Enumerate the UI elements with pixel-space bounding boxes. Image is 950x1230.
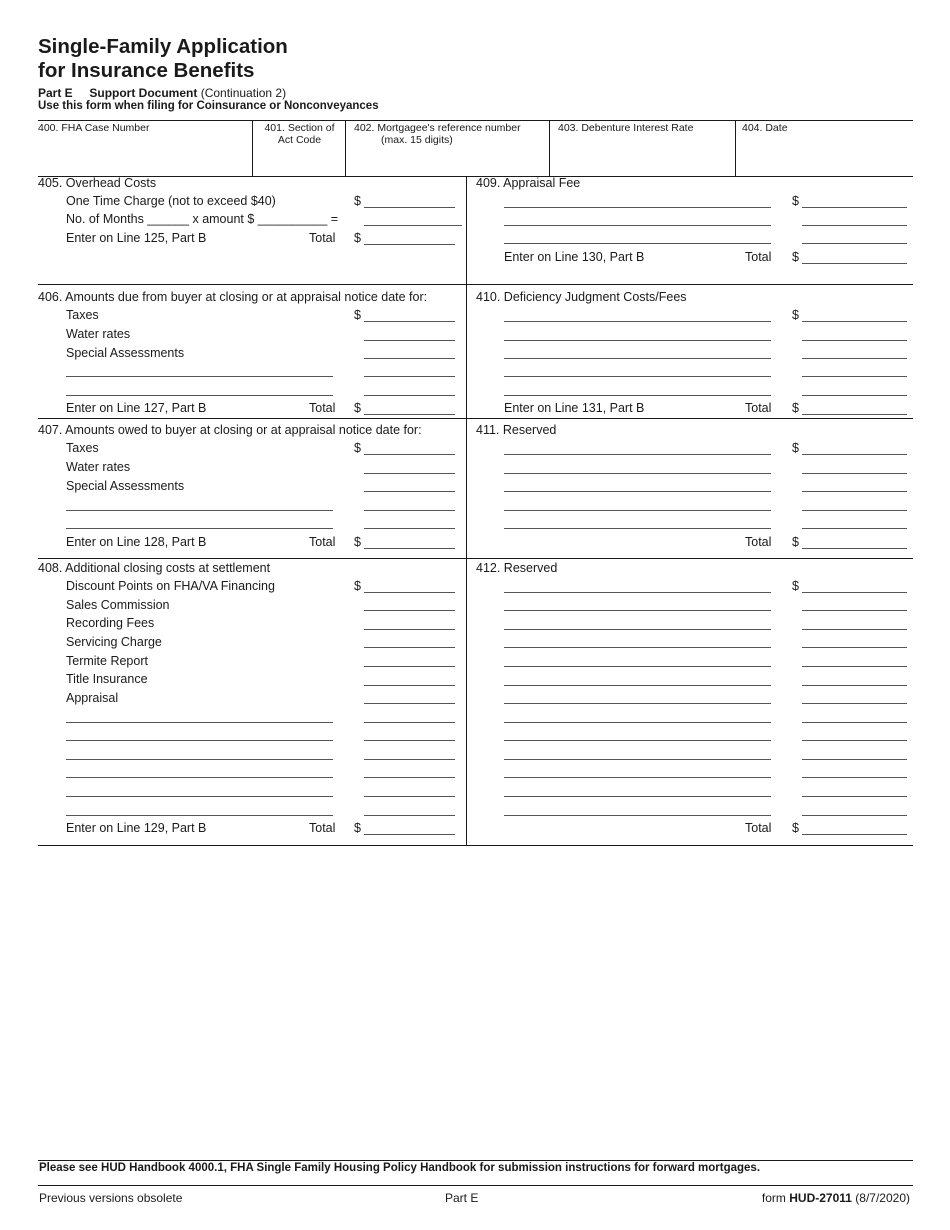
section-406-enter-label: Enter on Line 127, Part B — [66, 401, 207, 415]
amount-field[interactable] — [364, 722, 455, 723]
description-line[interactable] — [66, 777, 333, 778]
list-item: Water rates — [66, 327, 131, 341]
months-amount-field[interactable] — [364, 225, 462, 226]
list-item: Sales Commission — [66, 598, 170, 612]
dollar-sign: $ — [792, 308, 799, 322]
amount-field[interactable] — [364, 610, 455, 611]
description-line[interactable] — [66, 796, 333, 797]
description-line[interactable] — [504, 796, 771, 797]
section-412-total-field[interactable] — [802, 834, 907, 835]
description-line[interactable] — [504, 207, 771, 208]
amount-field[interactable] — [364, 395, 455, 396]
description-line[interactable] — [504, 759, 771, 760]
amount-field[interactable] — [802, 454, 907, 455]
fha-case-number-field[interactable] — [38, 122, 149, 134]
description-line[interactable] — [504, 225, 771, 226]
section-409-heading: 409. Appraisal Fee — [476, 176, 581, 190]
list-item: Appraisal — [66, 691, 119, 705]
description-line[interactable] — [66, 395, 333, 396]
description-line[interactable] — [66, 376, 333, 377]
dollar-sign: $ — [792, 579, 799, 593]
description-line[interactable] — [504, 491, 771, 492]
description-line[interactable] — [504, 815, 771, 816]
amount-field[interactable] — [802, 740, 907, 741]
section-407-enter-label: Enter on Line 128, Part B — [66, 535, 207, 549]
section-407-total-field[interactable] — [364, 548, 455, 549]
section-411-heading: 411. Reserved — [476, 423, 557, 437]
amount-field[interactable] — [364, 647, 455, 648]
description-line[interactable] — [504, 777, 771, 778]
amount-field[interactable] — [802, 358, 907, 359]
amount-field[interactable] — [802, 703, 907, 704]
form-title — [38, 35, 288, 83]
section-rule-2 — [38, 284, 913, 285]
dollar-sign: $ — [792, 535, 799, 549]
section-411-total-field[interactable] — [802, 548, 907, 549]
total-label: Total — [745, 821, 772, 835]
section-rule-4 — [38, 558, 913, 559]
mortgagee-reference-field[interactable] — [354, 122, 521, 146]
amount-field[interactable] — [802, 340, 907, 341]
section-408-enter-label: Enter on Line 129, Part B — [66, 821, 207, 835]
dollar-sign: $ — [792, 441, 799, 455]
description-line[interactable] — [66, 740, 333, 741]
section-rule-5 — [38, 845, 913, 846]
amount-field[interactable] — [802, 685, 907, 686]
description-line[interactable] — [66, 815, 333, 816]
description-line[interactable] — [504, 473, 771, 474]
amount-field[interactable] — [364, 592, 455, 593]
fha-case-number-label: 400. FHA Case Number — [38, 122, 150, 134]
amount-field[interactable] — [802, 510, 907, 511]
amount-field[interactable] — [364, 759, 455, 760]
amount-field[interactable] — [364, 491, 455, 492]
dollar-sign: $ — [354, 308, 361, 322]
description-line[interactable] — [504, 510, 771, 511]
use-note: Use this form when filing for Coinsurance or Nonconveyances — [38, 100, 379, 112]
description-line[interactable] — [504, 528, 771, 529]
dollar-sign: $ — [354, 535, 361, 549]
amount-field[interactable] — [364, 815, 455, 816]
amount-field[interactable] — [802, 722, 907, 723]
description-line[interactable] — [504, 610, 771, 611]
section-405-heading: 405. Overhead Costs — [38, 176, 157, 190]
amount-field[interactable] — [364, 777, 455, 778]
dollar-sign: $ — [354, 194, 361, 208]
mortgagee-reference-label-1: 402. Mortgagee's reference number — [354, 122, 521, 134]
continuation-label: (Continuation 2) — [200, 86, 287, 100]
description-line[interactable] — [504, 340, 771, 341]
amount-field[interactable] — [802, 610, 907, 611]
description-line[interactable] — [504, 592, 771, 593]
description-line[interactable] — [66, 722, 333, 723]
support-doc-label: Support Document — [89, 86, 198, 100]
dollar-sign: $ — [354, 401, 361, 415]
amount-field[interactable] — [364, 703, 455, 704]
description-line[interactable] — [504, 740, 771, 741]
amount-field[interactable] — [802, 647, 907, 648]
amount-field[interactable] — [364, 321, 455, 322]
part-subtitle — [38, 86, 286, 100]
list-item: Termite Report — [66, 654, 148, 668]
amount-field[interactable] — [802, 796, 907, 797]
description-line[interactable] — [504, 722, 771, 723]
one-time-charge-label: One Time Charge (not to exceed $40) — [66, 194, 276, 208]
list-item: Water rates — [66, 460, 131, 474]
total-label: Total — [309, 401, 336, 415]
section-rule-3 — [38, 418, 913, 419]
footer-rule-bottom — [38, 1185, 913, 1186]
amount-field[interactable] — [364, 528, 455, 529]
form-date: (8/7/2020) — [855, 1191, 910, 1205]
date-field[interactable] — [742, 122, 788, 134]
one-time-charge-field[interactable] — [364, 207, 455, 208]
section-409-total-field[interactable] — [802, 263, 907, 264]
amount-field[interactable] — [364, 666, 455, 667]
amount-field[interactable] — [364, 358, 455, 359]
amount-field[interactable] — [802, 777, 907, 778]
amount-field[interactable] — [364, 454, 455, 455]
description-line[interactable] — [504, 376, 771, 377]
dollar-sign: $ — [792, 821, 799, 835]
list-item: Recording Fees — [66, 616, 155, 630]
section-409-enter-label: Enter on Line 130, Part B — [504, 250, 645, 264]
list-item: Title Insurance — [66, 672, 148, 686]
amount-field[interactable] — [364, 376, 455, 377]
total-label: Total — [309, 231, 336, 245]
divider-402 — [345, 120, 346, 176]
form-id — [762, 1191, 910, 1205]
top-rule — [38, 120, 913, 121]
form-prefix: form — [761, 1191, 786, 1205]
section-act-code-label-1: 401. Section of — [264, 122, 335, 134]
description-line[interactable] — [504, 395, 771, 396]
description-line[interactable] — [504, 358, 771, 359]
section-406-heading: 406. Amounts due from buyer at closing or at appraisal notice date for: — [38, 290, 428, 304]
form-number: HUD-27011 — [789, 1191, 852, 1205]
amount-field[interactable] — [802, 243, 907, 244]
section-act-code-label-2: Act Code — [277, 134, 322, 146]
footer-rule-top — [38, 1160, 913, 1161]
amount-field[interactable] — [364, 340, 455, 341]
dollar-sign: $ — [354, 441, 361, 455]
list-item: Special Assessments — [66, 346, 185, 360]
section-407-heading: 407. Amounts owed to buyer at closing or at appraisal notice date for: — [38, 423, 422, 437]
section-406-total-field[interactable] — [364, 414, 455, 415]
description-line[interactable] — [66, 510, 333, 511]
amount-field[interactable] — [364, 510, 455, 511]
section-412-heading: 412. Reserved — [476, 561, 558, 575]
amount-field[interactable] — [802, 759, 907, 760]
dollar-sign: $ — [354, 579, 361, 593]
obsolete-note: Previous versions obsolete — [39, 1191, 183, 1205]
amount-field[interactable] — [802, 321, 907, 322]
part-label: Part E — [38, 86, 73, 100]
dollar-sign: $ — [792, 194, 799, 208]
amount-field[interactable] — [802, 207, 907, 208]
amount-field[interactable] — [802, 473, 907, 474]
description-line[interactable] — [66, 759, 333, 760]
handbook-note: Please see HUD Handbook 4000.1, FHA Single Family Housing Policy Handbook for submission instructions for forward mortgages. — [39, 1162, 761, 1174]
total-label: Total — [309, 535, 336, 549]
description-line[interactable] — [504, 647, 771, 648]
amount-field[interactable] — [802, 629, 907, 630]
description-line[interactable] — [504, 243, 771, 244]
description-line[interactable] — [504, 321, 771, 322]
amount-field[interactable] — [364, 629, 455, 630]
list-item: Discount Points on FHA/VA Financing — [66, 579, 275, 593]
section-410-heading: 410. Deficiency Judgment Costs/Fees — [476, 290, 687, 304]
amount-field[interactable] — [802, 395, 907, 396]
dollar-sign: $ — [792, 250, 799, 264]
description-line[interactable] — [504, 629, 771, 630]
amount-field[interactable] — [802, 815, 907, 816]
section-405-total-field[interactable] — [364, 244, 455, 245]
section-act-code-field[interactable] — [257, 122, 342, 146]
total-label: Total — [745, 401, 772, 415]
dollar-sign: $ — [792, 401, 799, 415]
list-item: Taxes — [66, 441, 99, 455]
section-405-enter-label: Enter on Line 125, Part B — [66, 231, 207, 245]
description-line[interactable] — [504, 454, 771, 455]
amount-field[interactable] — [802, 491, 907, 492]
dollar-sign: $ — [354, 231, 361, 245]
total-label: Total — [745, 250, 772, 264]
section-410-total-field[interactable] — [802, 414, 907, 415]
debenture-rate-label: 403. Debenture Interest Rate — [558, 122, 694, 134]
total-label: Total — [745, 535, 772, 549]
title-line-1: Single-Family Application — [38, 35, 288, 58]
description-line[interactable] — [66, 528, 333, 529]
mortgagee-reference-label-2: (max. 15 digits) — [381, 134, 453, 146]
title-line-2: for Insurance Benefits — [38, 59, 255, 82]
dollar-sign: $ — [354, 821, 361, 835]
description-line[interactable] — [504, 666, 771, 667]
amount-field[interactable] — [802, 376, 907, 377]
list-item: Special Assessments — [66, 479, 185, 493]
section-408-total-field[interactable] — [364, 834, 455, 835]
months-amount-label: No. of Months ______ x amount $ __________ = — [66, 212, 339, 226]
amount-field[interactable] — [364, 685, 455, 686]
list-item: Taxes — [66, 308, 99, 322]
date-label: 404. Date — [742, 122, 788, 134]
section-408-heading: 408. Additional closing costs at settlement — [38, 561, 271, 575]
amount-field[interactable] — [364, 740, 455, 741]
amount-field[interactable] — [364, 473, 455, 474]
amount-field[interactable] — [802, 528, 907, 529]
amount-field[interactable] — [364, 796, 455, 797]
divider-403 — [549, 120, 550, 176]
amount-field[interactable] — [802, 592, 907, 593]
debenture-rate-field[interactable] — [558, 122, 693, 134]
divider-401 — [252, 120, 253, 176]
section-410-enter-label: Enter on Line 131, Part B — [504, 401, 645, 415]
footer-part: Part E — [445, 1191, 479, 1205]
description-line[interactable] — [504, 703, 771, 704]
total-label: Total — [309, 821, 336, 835]
list-item: Servicing Charge — [66, 635, 162, 649]
divider-404 — [735, 120, 736, 176]
amount-field[interactable] — [802, 666, 907, 667]
description-line[interactable] — [504, 685, 771, 686]
amount-field[interactable] — [802, 225, 907, 226]
center-divider — [466, 176, 467, 845]
